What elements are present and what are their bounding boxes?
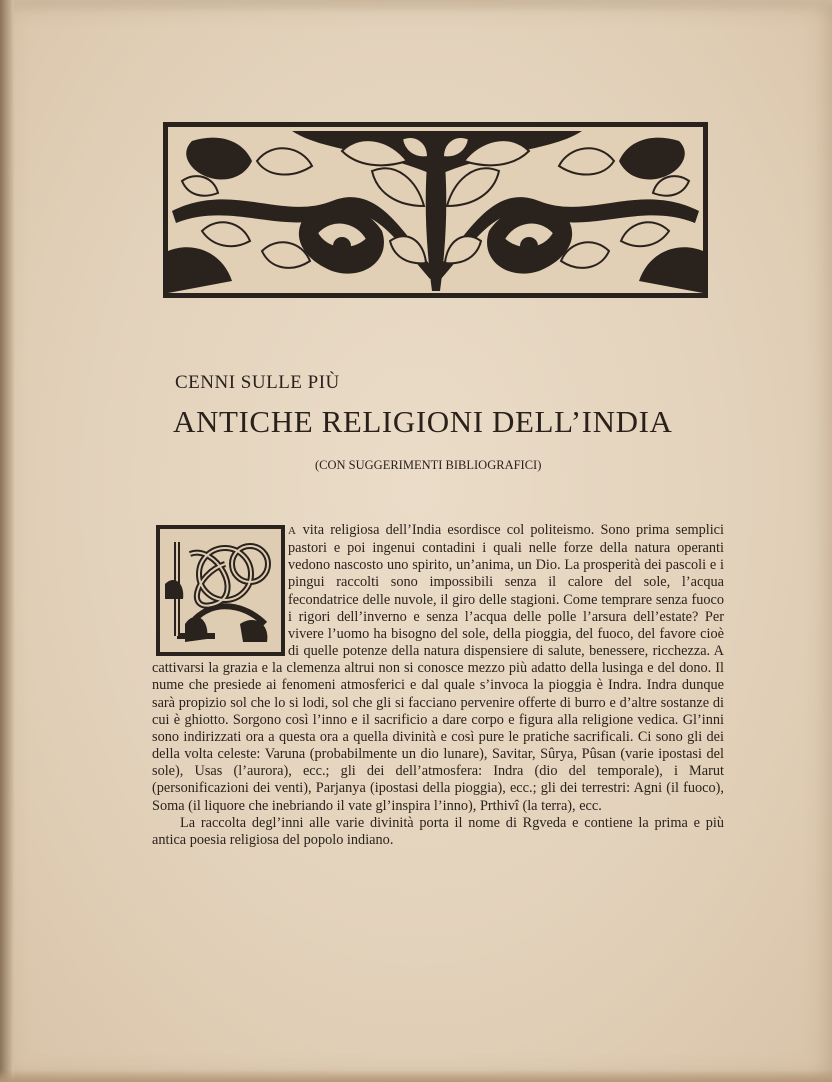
page-edge-top (0, 0, 832, 12)
page-edge-left (0, 0, 14, 1082)
article-body (152, 522, 724, 849)
first-paragraph (152, 522, 724, 815)
small-title: CENNI SULLE PIÙ (175, 372, 340, 393)
bibliography-note: (CON SUGGERIMENTI BIBLIOGRAFICI) (315, 458, 542, 472)
first-paragraph-text: vita religiosa dell’India esordisce col politeismo. Sono prima semplici pastori e poi ingenui contadini i quali nelle forze della natura operanti vedono nascosto uno spirito, un’anima, un Dio. La prosperità dei pascoli e i pingui raccolti sono impossibili senza il calore del sole, l’acqua fecondatrice delle nuvole, il giro delle stagioni. Come temprare senza fuoco i rigori dell’inverno e senza l’acqua delle polle l’arsura dell’estate? Per vivere l’uomo ha bisogno del sole, della pioggia, del fuoco, del favore cioè di quelle potenze della natura dispensiere di salute, benessere, ricchezza. A cattivarsi la grazia e la clemenza altrui non si conosce mezzo più adatto della lusinga e del dono. Il nume che presiede ai fenomeni atmosferici e dal quale s’invoca la pioggia è Indra. Indra dunque sarà propizio sol che lo si lodi, sol che gli si facciano pervenire offerte di burro e d’altre sostanze di cui è ghiotto. Sorgono così l’inno e il sacrificio a dare corpo e figura alla religione vedica. Gl’inni sono indirizzati ora a questa ora a quella divinità e così pure le pratiche sacrificali. Ci sono gli dei della volta celeste: Varuna (probabilmente un dio lunare), Savitar, Sûrya, Pûsan (varie ipostasi del sole), Usas (l’aurora), ecc.; gli dei dell’atmosfera: Indra (dio del temporale), i Marut (personificazioni dei venti), Parjanya (ipostasi della pioggia), ecc.; gli dei terrestri: Agni (il fuoco), Soma (il liquore che inebriando il vate gl’inspira l’inno), Prthivî (la terra), ecc. (152, 522, 724, 814)
floral-headpiece-illustration (162, 121, 709, 299)
drop-cap-space (152, 524, 288, 657)
second-paragraph: La raccolta degl’inni alle varie divinità porta il nome di Rgveda e contiene la prima e più antica poesia religiosa del popolo indiano. (152, 814, 724, 848)
first-paragraph-lead: A (288, 525, 297, 537)
page-edge-bottom (0, 1070, 832, 1082)
page-title: ANTICHE RELIGIONI DELL’INDIA (173, 404, 673, 439)
